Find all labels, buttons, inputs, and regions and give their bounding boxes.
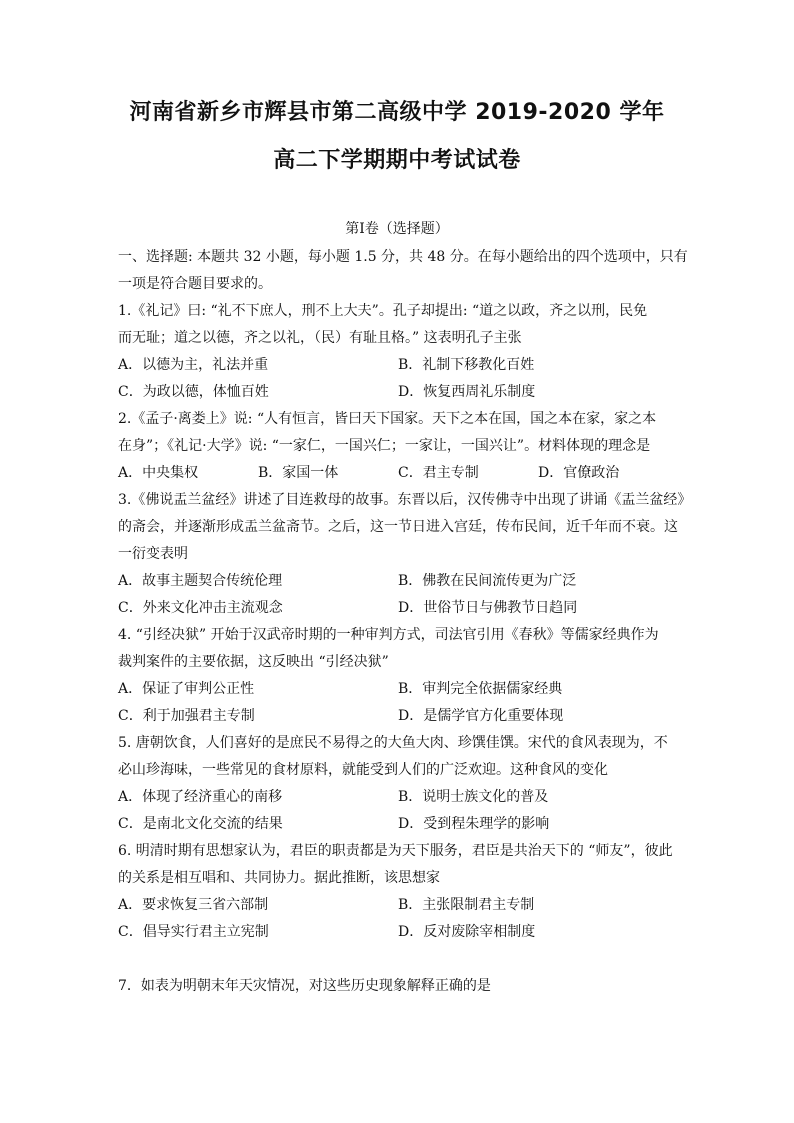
option-a: A．中央集权 bbox=[118, 465, 199, 481]
exam-body bbox=[118, 244, 690, 1000]
option-d: D．是儒学官方化重要体现 bbox=[398, 708, 564, 724]
option-d: D．恢复西周礼乐制度 bbox=[398, 384, 536, 400]
option-c: C．君主专制 bbox=[398, 465, 479, 481]
option-a: A．保证了审判公正性 bbox=[118, 681, 255, 697]
option-c: C．为政以德，体恤百姓 bbox=[118, 384, 269, 400]
option-a: A．要求恢复三省六部制 bbox=[118, 897, 269, 913]
option-d: D．世俗节日与佛教节日趋同 bbox=[398, 600, 578, 616]
exam-title-line2: 高二下学期期中考试试卷 bbox=[273, 148, 521, 173]
option-b: B．说明士族文化的普及 bbox=[398, 789, 549, 805]
question-5-options bbox=[118, 784, 690, 811]
option-b: B．审判完全依据儒家经典 bbox=[398, 681, 563, 697]
question-1-options bbox=[118, 352, 690, 379]
question-4-stem: 裁判案件的主要依据，这反映出 “引经决狱” bbox=[118, 654, 389, 670]
question-3-options bbox=[118, 568, 690, 595]
option-d: D．受到程朱理学的影响 bbox=[398, 816, 550, 832]
question-4-stem: 4. “引经决狱” 开始于汉武帝时期的一种审判方式，司法官引用《春秋》等儒家经典作为 bbox=[118, 627, 659, 643]
question-5-options bbox=[118, 811, 690, 838]
option-c: C．利于加强君主专制 bbox=[118, 708, 255, 724]
question-5-stem: 必山珍海味，一些常见的食材原料，就能受到人们的广泛欢迎。这种食风的变化 bbox=[118, 762, 608, 778]
question-6-stem: 的关系是相互唱和、共同协力。据此推断，该思想家 bbox=[118, 870, 440, 886]
option-c: C．倡导实行君主立宪制 bbox=[118, 924, 269, 940]
option-d: D．官僚政治 bbox=[538, 465, 620, 481]
section-heading: 第Ⅰ卷（选择题） bbox=[345, 221, 449, 237]
option-b: B．礼制下移教化百姓 bbox=[398, 357, 535, 373]
question-6-options bbox=[118, 919, 690, 946]
question-7-stem: 7．如表为明朝末年天灾情况，对这些历史现象解释正确的是 bbox=[118, 978, 491, 994]
option-d: D．反对废除宰相制度 bbox=[398, 924, 536, 940]
question-3-stem: 3.《佛说盂兰盆经》讲述了目连救母的故事。东晋以后，汉传佛寺中出现了讲诵《盂兰盆经》 bbox=[118, 492, 692, 508]
question-6-options bbox=[118, 892, 690, 919]
exam-title-line1: 河南省新乡市辉县市第二高级中学 2019-2020 学年 bbox=[129, 100, 665, 125]
option-a: A．故事主题契合传统伦理 bbox=[118, 573, 283, 589]
option-b: B．主张限制君主专制 bbox=[398, 897, 535, 913]
option-a: A．以德为主，礼法并重 bbox=[118, 357, 269, 373]
question-1-options bbox=[118, 379, 690, 406]
question-3-stem: 一衍变表明 bbox=[118, 546, 188, 562]
instructions-line: 一、选择题: 本题共 32 小题，每小题 1.5 分，共 48 分。在每小题给出的四个选项中，只有 bbox=[118, 249, 688, 265]
option-c: C．是南北文化交流的结果 bbox=[118, 816, 283, 832]
spacer bbox=[118, 946, 690, 973]
option-c: C．外来文化冲击主流观念 bbox=[118, 600, 283, 616]
question-3-stem: 的斋会，并逐渐形成盂兰盆斋节。之后，这一节日进入宫廷，传布民间，近千年而不衰。这 bbox=[118, 519, 678, 535]
option-a: A．体现了经济重心的南移 bbox=[118, 789, 283, 805]
question-4-options bbox=[118, 676, 690, 703]
question-5-stem: 5. 唐朝饮食，人们喜好的是庶民不易得之的大鱼大肉、珍馔佳馔。宋代的食风表现为，不 bbox=[118, 735, 668, 751]
question-4-options bbox=[118, 703, 690, 730]
question-2-stem: 2.《孟子·离娄上》说: “人有恒言，皆曰天下国家。天下之本在国，国之本在家，家之本 bbox=[118, 411, 657, 427]
question-3-options bbox=[118, 595, 690, 622]
question-6-stem: 6. 明清时期有思想家认为，君臣的职责都是为天下服务，君臣是共治天下的 “师友”，彼此 bbox=[118, 843, 673, 859]
question-1-stem: 1.《礼记》曰: “礼不下庶人，刑不上大夫”。孔子却提出: “道之以政，齐之以刑，民免 bbox=[118, 303, 648, 319]
question-2-options bbox=[118, 460, 690, 487]
instructions-line: 一项是符合题目要求的。 bbox=[118, 276, 272, 292]
option-b: B．佛教在民间流传更为广泛 bbox=[398, 573, 577, 589]
option-b: B．家国一体 bbox=[258, 465, 339, 481]
question-2-stem: 在身”；《礼记·大学》说: “一家仁，一国兴仁；一家让，一国兴让”。材料体现的理念是 bbox=[118, 438, 651, 454]
question-1-stem: 而无耻；道之以德，齐之以礼，（民）有耻且格。” 这表明孔子主张 bbox=[118, 330, 522, 346]
